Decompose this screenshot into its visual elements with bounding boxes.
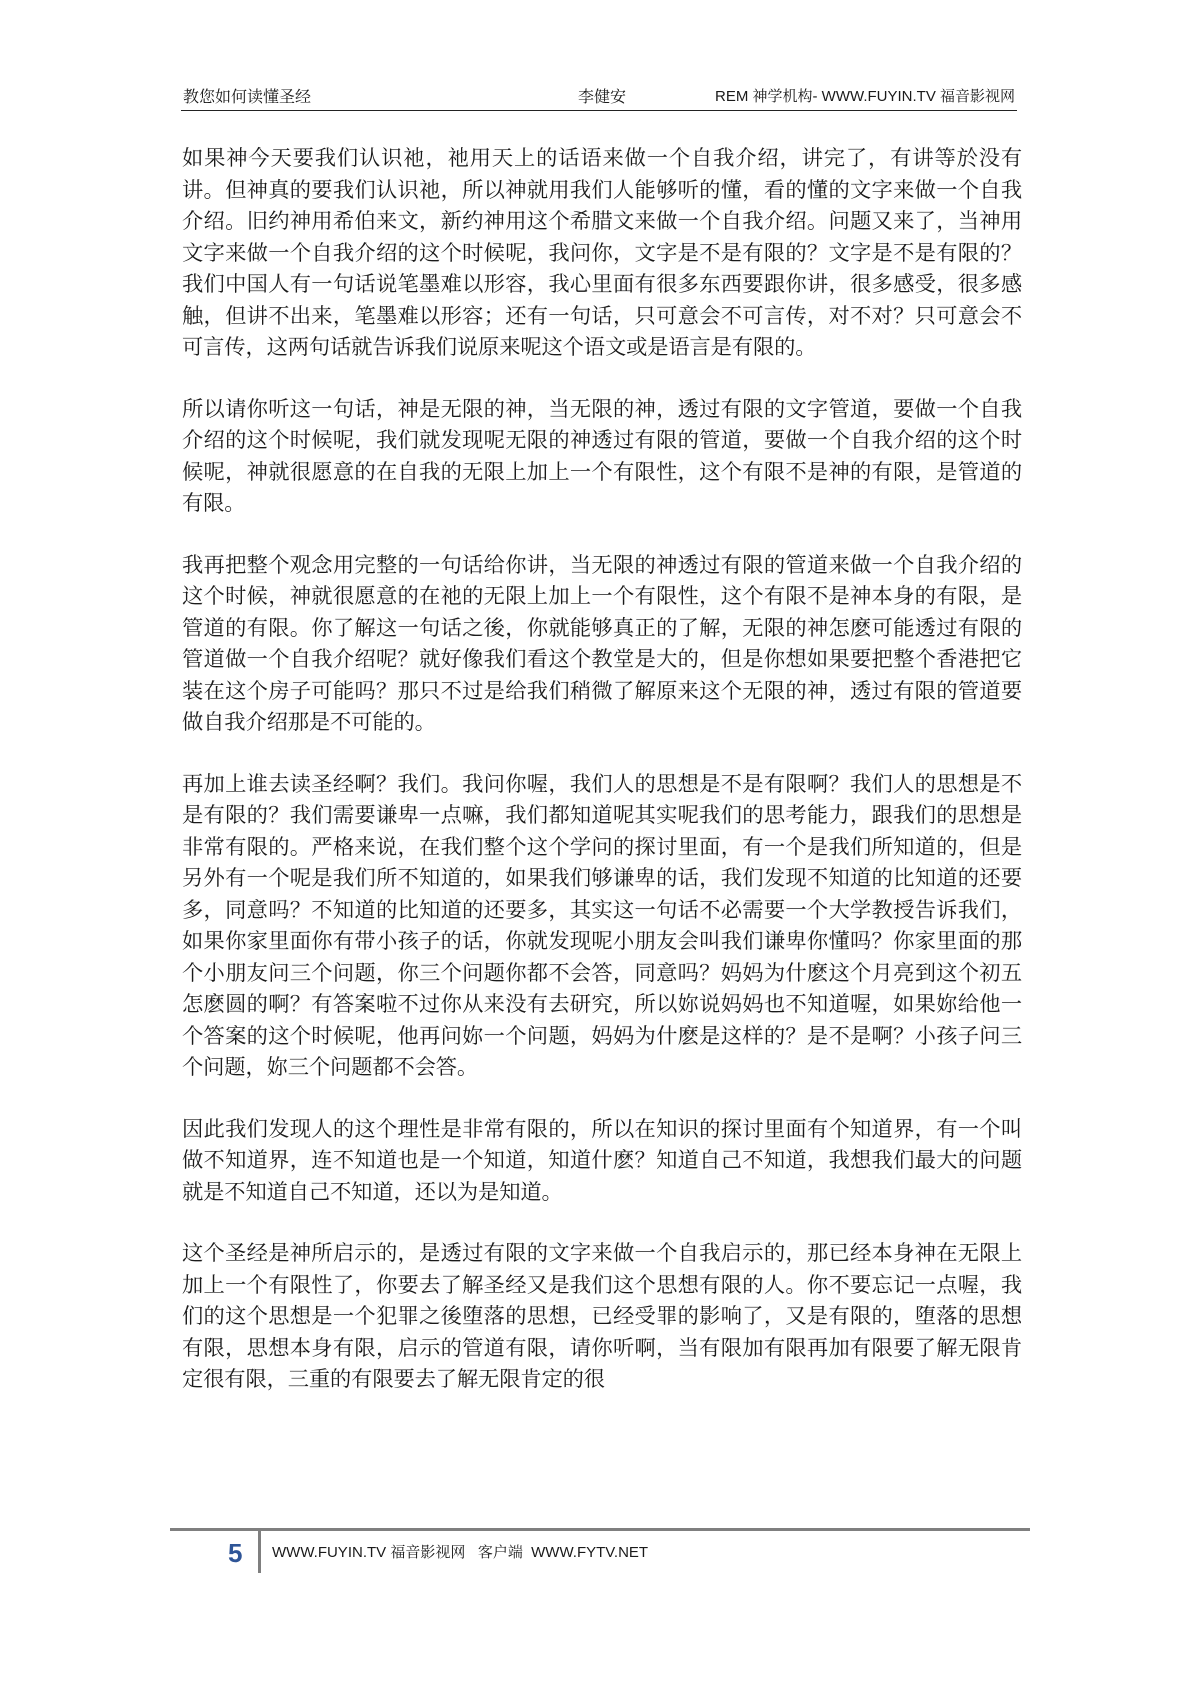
paragraph-4: 再加上谁去读圣经啊？我们。我问你喔，我们人的思想是不是有限啊？我们人的思想是不是有限的？我们需要谦卑一点嘛，我们都知道呢其实呢我们的思考能力，跟我们的思想是非常有限的。严格来说，在我们整个这个学问的探讨里面，有一个是我们所知道的，但是另外有一个呢是我们所不知道的，如果我们够谦卑的话，我们发现不知道的比知道的还要多，同意吗？不知道的比知道的还要多，其实这一句话不必需要一个大学教授告诉我们，如果你家里面你有带小孩子的话，你就发现呢小朋友会叫我们谦卑你懂吗？你家里面的那个小朋友问三个问题，你三个问题你都不会答，同意吗？妈妈为什麽这个月亮到这个初五怎麽圆的啊？有答案啦不过你从来没有去研究，所以妳说妈妈也不知道喔，如果妳给他一个答案的这个时候呢，他再问妳一个问题，妈妈为什麽是这样的？是不是啊？小孩子问三个问题，妳三个问题都不会答。: [182, 771, 1022, 1080]
paragraph-3: 我再把整个观念用完整的一句话给你讲，当无限的神透过有限的管道来做一个自我介绍的这个时候，神就很愿意的在祂的无限上加上一个有限性，这个有限不是神本身的有限，是管道的有限。你了解这一句话之後，你就能够真正的了解，无限的神怎麽可能透过有限的管道做一个自我介绍呢？就好像我们看这个教堂是大的，但是你想如果要把整个香港把它装在这个房子可能吗？那只不过是给我们稍微了解原来这个无限的神，透过有限的管道要做自我介绍那是不可能的。: [182, 552, 1022, 735]
page-number: 5: [228, 1538, 243, 1568]
paragraph-6: 这个圣经是神所启示的，是透过有限的文字来做一个自我启示的，那已经本身神在无限上加上一个有限性了，你要去了解圣经又是我们这个思想有限的人。你不要忘记一点喔，我们的这个思想是一个犯罪之後堕落的思想，已经受罪的影响了，又是有限的，堕落的思想有限，思想本身有限，启示的管道有限，请你听啊，当有限加有限再加有限要了解无限肯定很有限，三重的有限要去了解无限肯定的很: [182, 1241, 1022, 1392]
footer-website-text: WWW.FUYIN.TV 福音影视网 客户端 WWW.FYTV.NET: [272, 1544, 649, 1561]
paragraph-2: 所以请你听这一句话，神是无限的神，当无限的神，透过有限的文字管道，要做一个自我介绍的这个时候呢，我们就发现呢无限的神透过有限的管道，要做一个自我介绍的这个时候呢，神就很愿意的在自我的无限上加上一个有限性，这个有限不是神的有限，是管道的有限。: [182, 396, 1022, 516]
header-author: 李健安: [578, 87, 627, 106]
footer-rule: [170, 1528, 1030, 1531]
header-organization: REM 神学机构- WWW.FUYIN.TV 福音影视网: [715, 88, 1015, 105]
header-book-title: 教您如何读懂圣经: [183, 87, 312, 106]
footer-divider: [258, 1531, 261, 1573]
paragraph-1: 如果神今天要我们认识祂，祂用天上的话语来做一个自我介绍，讲完了，有讲等於没有讲。但神真的要我们认识祂，所以神就用我们人能够听的懂，看的懂的文字来做一个自我介绍。旧约神用希伯来文，新约神用这个希腊文来做一个自我介绍。问题又来了，当神用文字来做一个自我介绍的这个时候呢，我问你，文字是不是有限的？文字是不是有限的？我们中国人有一句话说笔墨难以形容，我心里面有很多东西要跟你讲，很多感受，很多感触，但讲不出来，笔墨难以形容；还有一句话，只可意会不可言传，对不对？只可意会不可言传，这两句话就告诉我们说原来呢这个语文或是语言是有限的。: [182, 146, 1022, 360]
page-header: [181, 86, 1017, 111]
page-body: [182, 143, 1022, 1426]
paragraph-5: 因此我们发现人的这个理性是非常有限的，所以在知识的探讨里面有个知道界，有一个叫做不知道界，连不知道也是一个知道，知道什麽？知道自己不知道，我想我们最大的问题就是不知道自己不知道，还以为是知道。: [182, 1116, 1022, 1205]
